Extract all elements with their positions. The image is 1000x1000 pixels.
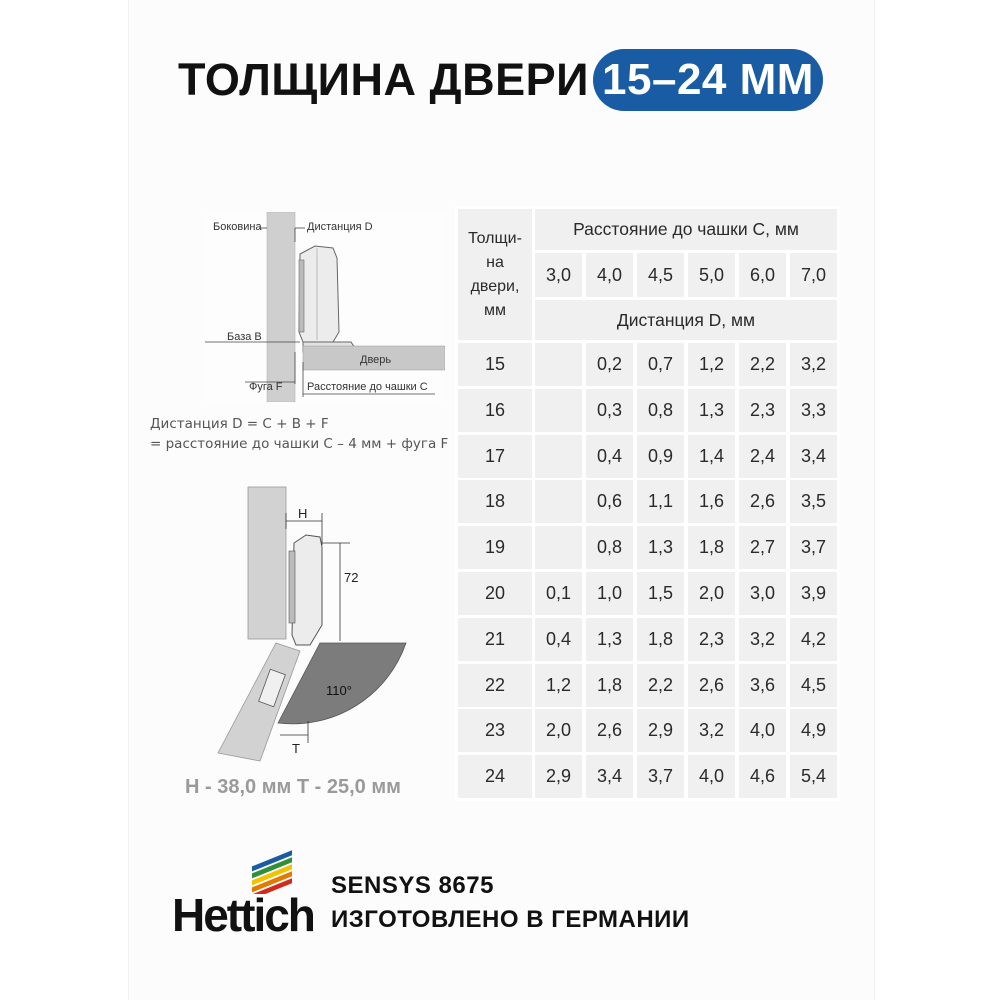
- distance-table: [455, 206, 840, 801]
- cup-value-header: 5,0: [688, 253, 735, 297]
- distance-value-cell: 2,3: [688, 618, 735, 661]
- door-thickness-cell: 15: [458, 343, 532, 386]
- distance-value-cell: 2,6: [586, 709, 633, 752]
- distance-value-cell: 1,8: [637, 618, 684, 661]
- door-thickness-header-line: мм: [484, 301, 506, 319]
- distance-value-cell: 0,4: [586, 435, 633, 478]
- cup-distance-header: Расстояние до чашки С, мм: [535, 209, 837, 250]
- origin-text: ИЗГОТОВЛЕНО В ГЕРМАНИИ: [331, 906, 690, 933]
- cup-value-header: 6,0: [739, 253, 786, 297]
- distance-value-cell: 1,2: [535, 664, 582, 707]
- formula-line-1: Дистанция D = C + B + F: [150, 416, 329, 432]
- height-72-label: 72: [344, 570, 359, 585]
- door-thickness-header-line: двери,: [470, 277, 520, 295]
- distance-value-cell: 1,3: [637, 526, 684, 569]
- distance-value-cell: 4,6: [739, 755, 786, 798]
- distance-formula: [150, 414, 448, 454]
- hinge-mounting-diagram: [205, 212, 445, 407]
- distance-value-cell: 3,7: [790, 526, 837, 569]
- model-name: SENSYS 8675: [331, 872, 494, 899]
- door-thickness-cell: 22: [458, 664, 532, 707]
- distance-value-cell: 3,2: [739, 618, 786, 661]
- cup-value-header: 3,0: [535, 253, 582, 297]
- distance-value-cell: 1,1: [637, 480, 684, 523]
- distance-value-cell: 0,7: [637, 343, 684, 386]
- distance-value-cell: 2,6: [739, 480, 786, 523]
- distance-value-cell: 0,8: [586, 526, 633, 569]
- distance-value-cell: 4,0: [739, 709, 786, 752]
- distance-value-cell: 2,2: [739, 343, 786, 386]
- distance-value-cell: 3,2: [790, 343, 837, 386]
- cup-distance-label: Расстояние до чашки С: [307, 381, 428, 393]
- distance-d-label: Дистанция D: [307, 221, 373, 233]
- distance-value-cell: 1,8: [688, 526, 735, 569]
- door-thickness-cell: 20: [458, 572, 532, 615]
- side-panel-label: Боковина: [213, 221, 262, 233]
- hinge-opening-diagram: [210, 485, 420, 775]
- distance-value-cell: 4,0: [688, 755, 735, 798]
- cup-value-header: 4,0: [586, 253, 633, 297]
- distance-value-cell: 2,9: [637, 709, 684, 752]
- distance-value-cell: 2,7: [739, 526, 786, 569]
- distance-value-cell: 0,1: [535, 572, 582, 615]
- distance-value-cell: 2,3: [739, 389, 786, 432]
- t-dimension-label: T: [292, 741, 300, 756]
- distance-value-cell: [535, 343, 582, 386]
- door-thickness-header-line: на: [486, 253, 504, 271]
- distance-value-cell: 3,3: [790, 389, 837, 432]
- base-b-label: База B: [227, 331, 262, 343]
- distance-value-cell: [535, 389, 582, 432]
- thickness-range-badge: 15–24 ММ: [593, 49, 823, 111]
- distance-value-cell: 1,4: [688, 435, 735, 478]
- hinge-mounting-drawing: [205, 212, 445, 402]
- distance-value-cell: 2,9: [535, 755, 582, 798]
- distance-value-cell: 1,3: [586, 618, 633, 661]
- distance-value-cell: 1,5: [637, 572, 684, 615]
- distance-value-cell: 3,6: [739, 664, 786, 707]
- distance-value-cell: 3,5: [790, 480, 837, 523]
- distance-value-cell: [535, 435, 582, 478]
- door-thickness-cell: 23: [458, 709, 532, 752]
- distance-value-cell: 2,0: [688, 572, 735, 615]
- distance-value-cell: 1,2: [688, 343, 735, 386]
- door-thickness-cell: 24: [458, 755, 532, 798]
- distance-value-cell: 4,5: [790, 664, 837, 707]
- distance-value-cell: 0,6: [586, 480, 633, 523]
- page-title: ТОЛЩИНА ДВЕРИ: [178, 54, 589, 105]
- distance-value-cell: 2,6: [688, 664, 735, 707]
- distance-value-cell: 0,8: [637, 389, 684, 432]
- distance-value-cell: 2,0: [535, 709, 582, 752]
- door-thickness-cell: 17: [458, 435, 532, 478]
- cup-value-header: 4,5: [637, 253, 684, 297]
- gap-f-label: Фуга F: [249, 381, 283, 393]
- door-thickness-cell: 18: [458, 480, 532, 523]
- door-thickness-cell: 21: [458, 618, 532, 661]
- distance-value-cell: 1,6: [688, 480, 735, 523]
- distance-value-cell: [535, 480, 582, 523]
- distance-value-cell: 4,2: [790, 618, 837, 661]
- distance-value-cell: 0,2: [586, 343, 633, 386]
- brand-logo: Hettich: [172, 889, 314, 941]
- distance-value-cell: 0,4: [535, 618, 582, 661]
- door-thickness-header-line: Толщи-: [468, 229, 522, 247]
- distance-value-cell: 5,4: [790, 755, 837, 798]
- hinge-opening-drawing: [210, 485, 420, 770]
- distance-value-cell: 1,3: [688, 389, 735, 432]
- distance-value-cell: 0,3: [586, 389, 633, 432]
- distance-d-header: Дистанция D, мм: [535, 300, 837, 340]
- distance-value-cell: 3,7: [637, 755, 684, 798]
- door-thickness-header: [458, 209, 532, 340]
- distance-value-cell: 1,8: [586, 664, 633, 707]
- distance-value-cell: 1,0: [586, 572, 633, 615]
- distance-value-cell: 3,9: [790, 572, 837, 615]
- h-dimension-label: H: [298, 506, 308, 521]
- door-thickness-cell: 19: [458, 526, 532, 569]
- distance-value-cell: 0,9: [637, 435, 684, 478]
- door-label: Дверь: [360, 354, 392, 366]
- distance-value-cell: 3,4: [586, 755, 633, 798]
- hinge-dimensions: H - 38,0 мм T - 25,0 мм: [185, 776, 401, 798]
- distance-value-cell: 3,2: [688, 709, 735, 752]
- distance-value-cell: 3,4: [790, 435, 837, 478]
- formula-line-2: = расстояние до чашки С – 4 мм + фуга F: [150, 436, 449, 452]
- cup-value-header: 7,0: [790, 253, 837, 297]
- distance-value-cell: 3,0: [739, 572, 786, 615]
- opening-angle-label: 110°: [326, 683, 352, 698]
- distance-value-cell: 2,4: [739, 435, 786, 478]
- distance-value-cell: [535, 526, 582, 569]
- distance-value-cell: 4,9: [790, 709, 837, 752]
- distance-value-cell: 2,2: [637, 664, 684, 707]
- door-thickness-cell: 16: [458, 389, 532, 432]
